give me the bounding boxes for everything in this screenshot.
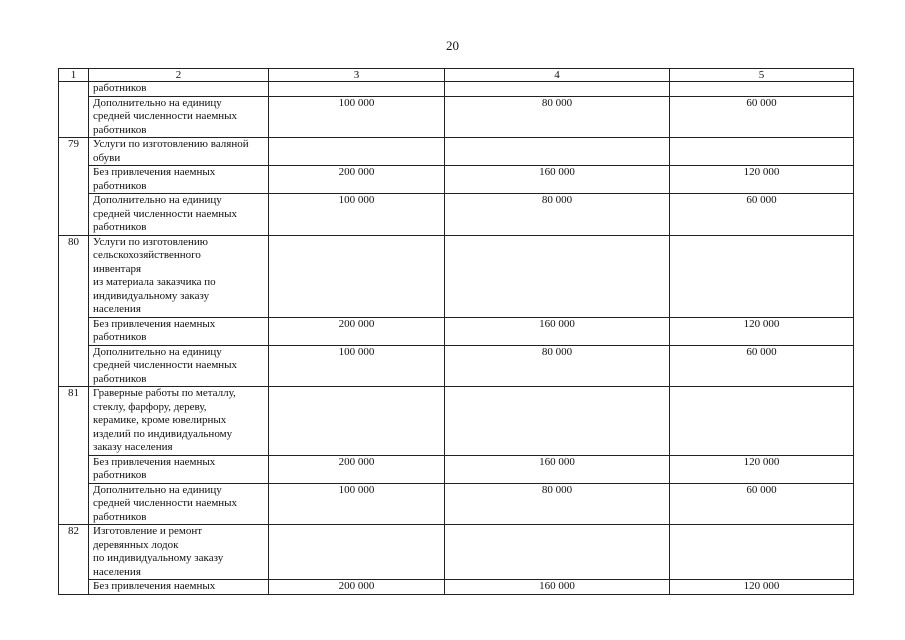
table-row	[59, 317, 854, 345]
table-row	[59, 82, 854, 97]
table-row	[59, 387, 854, 456]
service-description: Дополнительно на единицу средней численности наемных работников	[89, 194, 269, 236]
rate-column-3	[269, 138, 445, 166]
rate-column-4	[445, 138, 670, 166]
rate-column-5: 60 000	[670, 345, 854, 387]
service-description: Услуги по изготовлению валяной обуви	[89, 138, 269, 166]
row-number	[59, 317, 89, 345]
column-header-5: 5	[670, 69, 854, 82]
rate-column-4: 160 000	[445, 317, 670, 345]
rate-column-5: 120 000	[670, 317, 854, 345]
rate-column-4: 80 000	[445, 483, 670, 525]
column-number-row	[59, 69, 854, 82]
rate-column-3	[269, 235, 445, 317]
row-number	[59, 166, 89, 194]
table-row	[59, 235, 854, 317]
row-number: 79	[59, 138, 89, 166]
rate-column-5: 60 000	[670, 483, 854, 525]
rate-column-3: 200 000	[269, 580, 445, 595]
rate-column-3: 100 000	[269, 96, 445, 138]
rate-column-5	[670, 82, 854, 97]
rate-column-3: 100 000	[269, 483, 445, 525]
rate-column-3: 200 000	[269, 317, 445, 345]
row-number	[59, 96, 89, 138]
service-description: работников	[89, 82, 269, 97]
rate-column-5: 60 000	[670, 194, 854, 236]
rate-column-3: 100 000	[269, 345, 445, 387]
rate-column-4	[445, 525, 670, 580]
service-description: Дополнительно на единицу средней численности наемных работников	[89, 483, 269, 525]
rate-column-4	[445, 82, 670, 97]
row-number	[59, 455, 89, 483]
rate-column-5	[670, 387, 854, 456]
rate-column-5	[670, 525, 854, 580]
table-body	[59, 69, 854, 595]
rate-column-4	[445, 235, 670, 317]
rate-column-4: 160 000	[445, 166, 670, 194]
row-number: 80	[59, 235, 89, 317]
column-header-4: 4	[445, 69, 670, 82]
rate-column-4: 160 000	[445, 580, 670, 595]
table-row	[59, 455, 854, 483]
row-number	[59, 82, 89, 97]
rate-column-4: 80 000	[445, 96, 670, 138]
row-number: 82	[59, 525, 89, 580]
rate-column-5: 120 000	[670, 580, 854, 595]
service-description: Изготовление и ремонт деревянных лодок по индивидуальному заказу населения	[89, 525, 269, 580]
rate-column-5: 120 000	[670, 455, 854, 483]
table-row	[59, 96, 854, 138]
service-description: Дополнительно на единицу средней численности наемных работников	[89, 96, 269, 138]
rate-column-4: 80 000	[445, 345, 670, 387]
rate-column-4	[445, 387, 670, 456]
service-description: Дополнительно на единицу средней численности наемных работников	[89, 345, 269, 387]
rate-column-5: 60 000	[670, 96, 854, 138]
rate-column-3: 200 000	[269, 166, 445, 194]
table-row	[59, 525, 854, 580]
column-header-3: 3	[269, 69, 445, 82]
row-number	[59, 194, 89, 236]
service-description: Услуги по изготовлению сельскохозяйственного инвентаря из материала заказчика по индивидуальному заказу населения	[89, 235, 269, 317]
rate-column-3: 100 000	[269, 194, 445, 236]
row-number	[59, 345, 89, 387]
table-row	[59, 194, 854, 236]
table-row	[59, 345, 854, 387]
service-description: Без привлечения наемных	[89, 580, 269, 595]
column-header-1: 1	[59, 69, 89, 82]
rate-column-3	[269, 387, 445, 456]
rate-column-4: 160 000	[445, 455, 670, 483]
rate-column-4: 80 000	[445, 194, 670, 236]
rate-column-5	[670, 138, 854, 166]
rate-column-3	[269, 82, 445, 97]
table-row	[59, 138, 854, 166]
service-description: Без привлечения наемных работников	[89, 166, 269, 194]
table-row	[59, 580, 854, 595]
rate-column-3	[269, 525, 445, 580]
tariff-table	[58, 68, 854, 595]
row-number	[59, 483, 89, 525]
row-number	[59, 580, 89, 595]
column-header-2: 2	[89, 69, 269, 82]
table-row	[59, 483, 854, 525]
rate-column-5	[670, 235, 854, 317]
page-number: 20	[446, 38, 459, 53]
table-row	[59, 166, 854, 194]
service-description: Без привлечения наемных работников	[89, 317, 269, 345]
service-description: Без привлечения наемных работников	[89, 455, 269, 483]
rate-column-5: 120 000	[670, 166, 854, 194]
rate-column-3: 200 000	[269, 455, 445, 483]
service-description: Граверные работы по металлу, стеклу, фарфору, дереву, керамике, кроме ювелирных изделий по индивидуальному заказу населения	[89, 387, 269, 456]
row-number: 81	[59, 387, 89, 456]
